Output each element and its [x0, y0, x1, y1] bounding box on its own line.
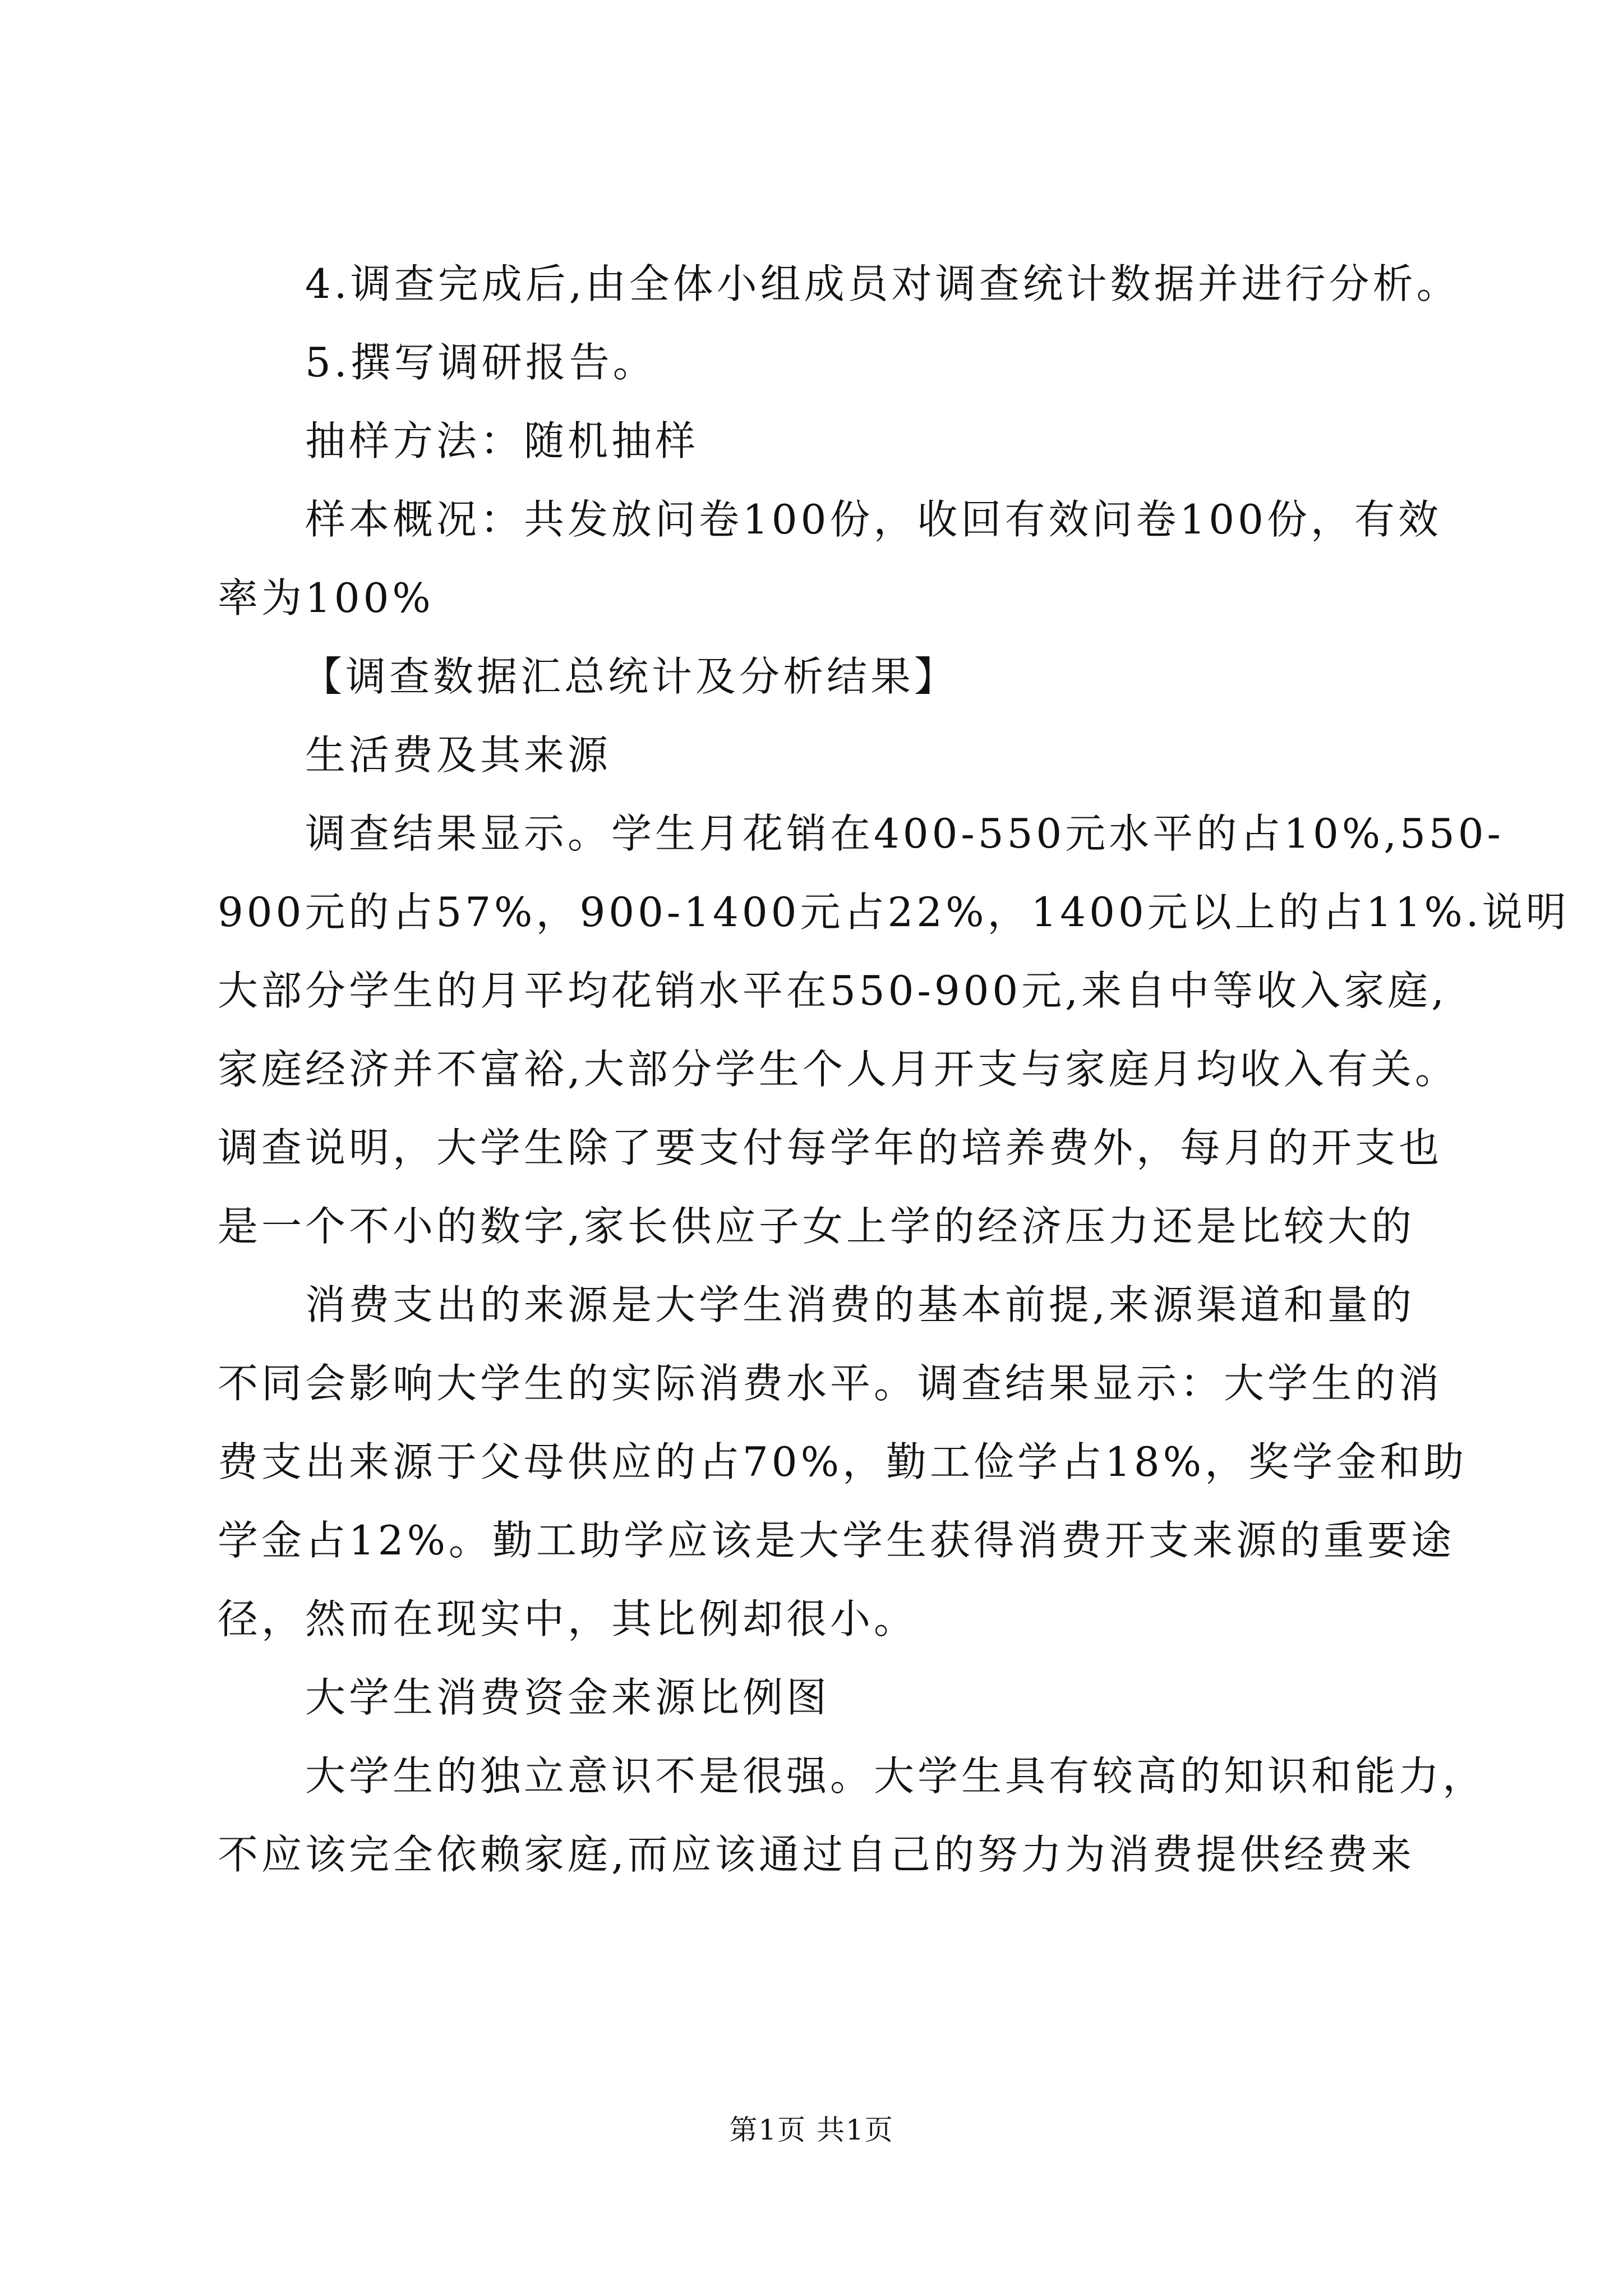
paragraph-line: 费支出来源于父母供应的占70%，勤工俭学占18%，奖学金和助 — [218, 1438, 1468, 1485]
figure-caption: 大学生消费资金来源比例图 — [305, 1674, 831, 1721]
paragraph-line: 4.调查完成后,由全体小组成员对调查统计数据并进行分析。 — [305, 260, 1460, 307]
paragraph-line: 是一个不小的数字,家长供应子女上学的经济压力还是比较大的 — [218, 1203, 1415, 1250]
paragraph-line: 率为100% — [218, 574, 434, 622]
paragraph-line: 900元的占57%，900-1400元占22%，1400元以上的占11%.说明 — [218, 889, 1570, 936]
paragraph-line: 大部分学生的月平均花销水平在550-900元,来自中等收入家庭, — [218, 967, 1447, 1014]
paragraph-line: 调查说明，大学生除了要支付每学年的培养费外，每月的开支也 — [218, 1124, 1443, 1171]
paragraph-line: 5.撰写调研报告。 — [305, 339, 657, 386]
paragraph-line: 样本概况：共发放问卷100份，收回有效问卷100份，有效 — [305, 496, 1442, 543]
paragraph-line: 不应该完全依赖家庭,而应该通过自己的努力为消费提供经费来 — [218, 1831, 1415, 1878]
paragraph-line: 家庭经济并不富裕,大部分学生个人月开支与家庭月均收入有关。 — [218, 1046, 1459, 1093]
paragraph-line: 消费支出的来源是大学生消费的基本前提,来源渠道和量的 — [305, 1281, 1415, 1328]
paragraph-line: 调查结果显示。学生月花销在400-550元水平的占10%,550- — [305, 810, 1504, 857]
subsection-heading: 生活费及其来源 — [305, 731, 612, 779]
paragraph-line: 学金占12%。勤工助学应该是大学生获得消费开支来源的重要途 — [218, 1517, 1455, 1564]
paragraph-line: 径，然而在现实中，其比例却很小。 — [218, 1595, 918, 1642]
section-heading: 【调查数据汇总统计及分析结果】 — [302, 653, 958, 700]
paragraph-line: 抽样方法：随机抽样 — [305, 417, 699, 464]
paragraph-line: 不同会影响大学生的实际消费水平。调查结果显示：大学生的消 — [218, 1360, 1443, 1407]
page-footer: 第1页 共1页 — [729, 2114, 894, 2146]
paragraph-line: 大学生的独立意识不是很强。大学生具有较高的知识和能力， — [305, 1752, 1487, 1800]
